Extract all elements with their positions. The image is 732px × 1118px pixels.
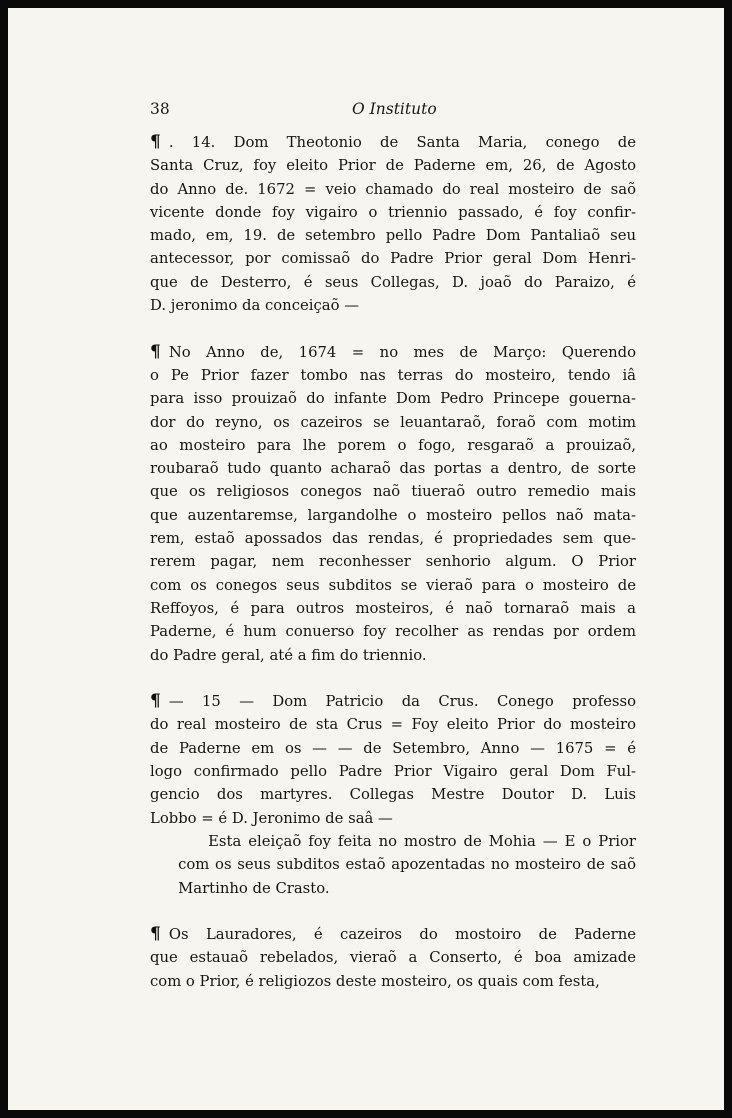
page-header: [150, 100, 634, 122]
line-text: que de Desterro, é seus Collegas, D. joaõ do Paraizo, é: [150, 273, 636, 291]
line-text: Esta eleiçaõ foy feita no mostro de Mohia — E o Prior: [208, 832, 636, 850]
line-text: mado, em, 19. de setembro pello Padre Dom Pantaliaõ seu: [150, 227, 636, 245]
text-line: [150, 480, 636, 503]
text-line: [150, 247, 636, 270]
text-line: [150, 877, 636, 900]
line-text: Reffoyos, é para outros mosteiros, é naõ tornaraõ mais a: [150, 599, 636, 617]
body-text: [150, 131, 636, 993]
text-line: [150, 387, 636, 410]
paragraph: [150, 690, 636, 830]
text-line: [150, 131, 636, 154]
text-line: [150, 690, 636, 713]
text-line: [150, 737, 636, 760]
line-text: roubaraõ tudo quanto acharaõ das portas a dentro, de sorte: [150, 460, 636, 478]
text-line: [150, 201, 636, 224]
line-text: . 14. Dom Theotonio de Santa Maria, conego de: [168, 134, 636, 151]
running-title: O Instituto: [352, 100, 437, 118]
text-line: [150, 620, 636, 643]
line-text: Paderne, é hum conuerso foy recolher as rendas por ordem: [150, 623, 636, 641]
text-line: [150, 760, 636, 783]
text-line: [150, 154, 636, 177]
line-text: Lobbo = é D. Jeronimo de saâ —: [150, 809, 393, 827]
line-text: com os conegos seus subditos se vieraõ para o mosteiro de: [150, 576, 636, 594]
line-text: do Padre geral, até a fim do triennio.: [150, 646, 427, 664]
text-line: [150, 923, 636, 946]
text-line: [150, 504, 636, 527]
line-text: que os religiosos conegos naõ tiueraõ outro remedio mais: [150, 483, 636, 501]
text-line: [150, 830, 636, 853]
text-line: [150, 178, 636, 201]
line-text: com os seus subditos estaõ apozentadas no mosteiro de saõ: [178, 856, 636, 874]
paragraph: [150, 830, 636, 900]
line-text: dor do reyno, os cazeiros se leuantaraõ, foraõ com motim: [150, 413, 636, 431]
line-text: rerem pagar, nem reconhesser senhorio algum. O Prior: [150, 553, 636, 571]
text-line: [150, 271, 636, 294]
line-text: Santa Cruz, foy eleito Prior de Paderne em, 26, de Agosto: [150, 157, 636, 175]
line-text: logo confirmado pello Padre Prior Vigairo geral Dom Ful-: [150, 763, 636, 781]
text-line: [150, 644, 636, 667]
text-line: [150, 853, 636, 876]
line-text: do real mosteiro de sta Crus = Foy eleito Prior do mosteiro: [150, 716, 636, 734]
text-line: [150, 457, 636, 480]
line-text: No Anno de, 1674 = no mes de Março: Querendo: [168, 343, 636, 361]
line-text: gencio dos martyres. Collegas Mestre Doutor D. Luis: [150, 786, 636, 804]
document-page: [8, 8, 724, 1110]
paragraph: [150, 341, 636, 667]
text-line: [150, 434, 636, 457]
text-line: [150, 783, 636, 806]
paragraph: [150, 131, 636, 317]
text-line: [150, 294, 636, 317]
line-text: Martinho de Crasto.: [178, 879, 330, 897]
text-line: [150, 527, 636, 550]
line-text: Os Lauradores, é cazeiros do mostoiro de Paderne: [168, 926, 636, 944]
line-text: para isso prouizaõ do infante Dom Pedro Princepe gouerna-: [150, 390, 636, 408]
line-text: o Pe Prior fazer tombo nas terras do mosteiro, tendo iâ: [150, 366, 636, 384]
text-line: [150, 224, 636, 247]
line-text: de Paderne em os — — de Setembro, Anno — 1675 = é: [150, 739, 636, 757]
paragraph: [150, 923, 636, 993]
text-line: [150, 597, 636, 620]
line-text: ao mosteiro para lhe porem o fogo, resgaraõ a prouizaõ,: [150, 436, 636, 454]
line-text: com o Prior, é religiozos deste mosteiro, os quais com festa,: [150, 972, 600, 990]
paragraph-mark-icon: ¶: [150, 691, 161, 712]
line-text: antecessor, por comissaõ do Padre Prior geral Dom Henri-: [150, 250, 636, 268]
line-text: D. jeronimo da conceiçaõ —: [150, 297, 359, 315]
text-line: [150, 574, 636, 597]
page-number: 38: [150, 100, 170, 118]
text-line: [150, 550, 636, 573]
text-line: [150, 364, 636, 387]
text-line: [150, 946, 636, 969]
line-text: que auzentaremse, largandolhe o mosteiro pellos naõ mata-: [150, 506, 636, 524]
text-line: [150, 341, 636, 364]
line-text: rem, estaõ apossados das rendas, é propriedades sem que-: [150, 530, 636, 548]
line-text: — 15 — Dom Patricio da Crus. Conego professo: [168, 693, 636, 711]
text-line: [150, 807, 636, 830]
line-text: vicente donde foy vigairo o triennio passado, é foy confir-: [150, 203, 636, 221]
paragraph-mark-icon: ¶: [150, 132, 161, 152]
line-text: que estauaõ rebelados, vieraõ a Conserto, é boa amizade: [150, 949, 636, 967]
text-line: [150, 970, 636, 993]
text-line: [150, 713, 636, 736]
text-line: [150, 411, 636, 434]
paragraph-mark-icon: ¶: [150, 924, 161, 945]
line-text: do Anno de. 1672 = veio chamado do real mosteiro de saõ: [150, 180, 636, 198]
paragraph-mark-icon: ¶: [150, 341, 161, 362]
